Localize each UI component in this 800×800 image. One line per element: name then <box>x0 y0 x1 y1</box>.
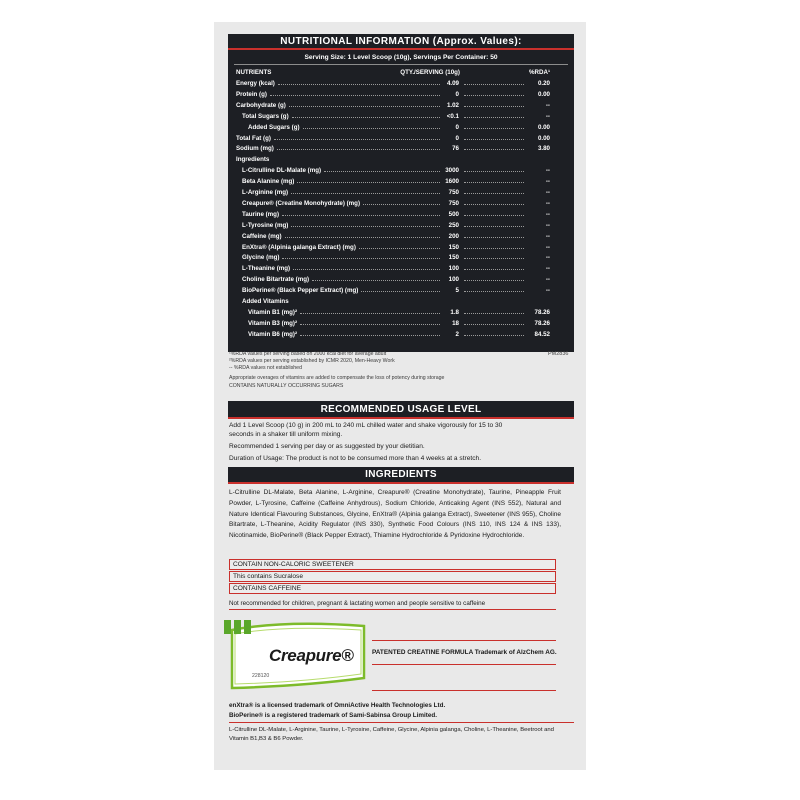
leader-dots <box>464 128 524 129</box>
leader-dots <box>292 117 440 118</box>
leader-dots <box>312 280 440 281</box>
footnote: Appropriate overages of vitamins are added to compensate the loss of potency during storage <box>229 375 445 381</box>
usage-header-text: RECOMMENDED USAGE LEVEL <box>320 404 482 415</box>
footnote: ²%RDA values per serving established by ICMR 2020, Men-Heavy Work <box>229 358 395 364</box>
nutrient-qty: 1600 <box>445 178 459 186</box>
leader-dots <box>289 106 440 107</box>
ingredients-header <box>228 467 574 484</box>
leader-dots <box>464 106 524 107</box>
nutrient-rda: -- <box>545 167 550 175</box>
trademark-bioperine: BioPerine® is a registered trademark of Sami-Sabinsa Group Limited. <box>229 712 437 719</box>
nutrient-row <box>228 101 574 111</box>
nutrient-qty: 100 <box>448 276 459 284</box>
nutrient-rda: 0.00 <box>537 123 550 131</box>
nutrient-name: Sodium (mg) <box>236 145 274 153</box>
leader-dots <box>274 139 440 140</box>
nutrition-header <box>228 34 574 50</box>
nutrient-row <box>228 330 574 340</box>
nutrient-name: Energy (kcal) <box>236 80 275 87</box>
nutrient-name: L-Tyrosine (mg) <box>242 221 289 229</box>
leader-dots <box>291 193 440 194</box>
leader-dots <box>464 149 524 150</box>
nutrient-qty: <0.1 <box>446 112 459 120</box>
nutrient-qty: 5 <box>455 287 459 295</box>
leader-dots <box>285 237 440 238</box>
leader-dots <box>282 258 440 259</box>
ingredients-header-text: INGREDIENTS <box>365 469 437 480</box>
nutrient-row <box>228 112 574 122</box>
leader-dots <box>464 226 524 227</box>
nutrient-name: Added Sugars (g) <box>248 123 300 131</box>
trademark-enxtra: enXtra® is a licensed trademark of OmniActive Health Technologies Ltd. <box>229 702 446 709</box>
nutrient-row <box>228 253 574 263</box>
nutrient-qty: 750 <box>448 199 459 207</box>
nutrient-row <box>228 188 574 198</box>
divider-line <box>372 664 556 665</box>
leader-dots <box>324 171 440 172</box>
leader-dots <box>293 269 440 270</box>
product-code: PM2836 <box>548 351 569 357</box>
nutrient-qty: 3000 <box>445 167 459 175</box>
sweetener-box: CONTAIN NON-CALORIC SWEETENER <box>229 559 556 570</box>
usage-line: Recommended 1 serving per day or as suggested by your dietitian. <box>229 443 425 450</box>
nutrient-row <box>228 319 574 329</box>
nutrient-rda: -- <box>545 221 550 229</box>
nutrient-rda: -- <box>545 232 550 240</box>
nutrient-rda: -- <box>545 287 550 295</box>
nutrient-name: Beta Alanine (mg) <box>242 178 295 186</box>
footnote: ¹%RDA values per serving based on 2000 kcal diet for average adult <box>229 351 387 357</box>
divider-line <box>229 722 574 723</box>
leader-dots <box>464 291 524 292</box>
nutrient-name: Choline Bitartrate (mg) <box>242 276 310 284</box>
sucralose-box: This contains Sucralose <box>229 571 556 582</box>
nutrient-name: BioPerine® (Black Pepper Extract) (mg) <box>242 287 359 295</box>
nutrient-qty: 100 <box>448 265 459 273</box>
nutrient-name: Caffeine (mg) <box>242 232 282 240</box>
nutrient-rda: 78.26 <box>534 319 550 327</box>
nutrient-name: Vitamin B1 (mg)² <box>248 308 298 316</box>
nutrient-name: Creapure® (Creatine Monohydrate) (mg) <box>242 199 361 207</box>
nutrient-row <box>228 199 574 209</box>
footnote: CONTAINS NATURALLY OCCURRING SUGARS <box>229 383 344 389</box>
usage-line: Add 1 Level Scoop (10 g) in 200 mL to 240 mL chilled water and shake vigorously for 15 to 30 <box>229 422 503 429</box>
leader-dots <box>464 324 524 325</box>
nutrient-qty: 1.02 <box>446 101 459 109</box>
leader-dots <box>464 95 524 96</box>
nutrient-qty: 500 <box>448 210 459 218</box>
ingredients-text: L-Citrulline DL-Malate, Beta Alanine, L-Arginine, Creapure® (Creatine Monohydrate), Taurine, Pineapple Fruit Powder, L-Tyrosine, Caffeine (Caffeine Anhydrous), Sodium Chloride, Anticaking Agent (INS 552), Natural and Nature Identical Flavouring Substances, Glycine, EnXtra® (Alpinia galanga Extract), Sweetener (INS 955), Choline Bitartrate, L-Theanine, Acidity Regulator (INS 330), Synthetic Food Colours (INS 110, INS 124 & INS 133), Nicotinamide, BioPerine® (Black Pepper Extract), Thiamine Hydrochloride & Pyridoxine Hydrochloride. <box>229 489 561 540</box>
leader-dots <box>361 291 440 292</box>
nutrient-row <box>228 210 574 220</box>
nutrient-rda: -- <box>545 265 550 273</box>
nutrient-name: Protein (g) <box>236 90 267 98</box>
leader-dots <box>270 95 440 96</box>
nutrient-row <box>228 286 574 296</box>
col-rda: %RDA¹ <box>529 69 550 76</box>
leader-dots <box>464 182 524 183</box>
nutrient-rda: -- <box>545 210 550 218</box>
leader-dots <box>464 335 524 336</box>
leader-dots <box>464 117 524 118</box>
nutrient-rda: -- <box>545 112 550 120</box>
nutrient-rda: 0.00 <box>537 90 550 98</box>
nutrient-row <box>228 123 574 133</box>
leader-dots <box>363 204 440 205</box>
nutrient-name: L-Citrulline DL-Malate (mg) <box>242 167 322 175</box>
usage-line: Duration of Usage: The product is not to be consumed more than 4 weeks at a stretch. <box>229 455 482 462</box>
divider-line <box>372 690 556 691</box>
nutrient-row <box>228 166 574 176</box>
leader-dots <box>291 226 440 227</box>
nutrient-name: Vitamin B6 (mg)² <box>248 330 298 338</box>
nutrient-row <box>228 275 574 285</box>
nutrient-rda: 78.26 <box>534 308 550 316</box>
caution-text: Not recommended for children, pregnant & lactating women and people sensitive to caffeine <box>229 600 486 607</box>
serving-size: Serving Size: 1 Level Scoop (10g), Servings Per Container: 50 <box>304 54 498 61</box>
nutrient-rda: 0.00 <box>537 134 550 142</box>
nutrient-rda: -- <box>545 243 550 251</box>
leader-dots <box>278 84 440 85</box>
nutrient-name: Taurine (mg) <box>242 210 280 218</box>
nutrient-row <box>228 79 574 89</box>
nutrient-name: Total Fat (g) <box>236 134 271 142</box>
nutrient-row <box>228 264 574 274</box>
leader-dots <box>464 139 524 140</box>
nutrient-qty: 4.09 <box>446 80 459 87</box>
nutrient-row <box>228 243 574 253</box>
nutrient-row <box>228 177 574 187</box>
nutrition-table <box>228 50 574 352</box>
nutrient-qty: 0 <box>455 123 459 131</box>
nutrient-qty: 0 <box>455 90 459 98</box>
nutrient-row <box>228 134 574 144</box>
col-nutrients: NUTRIENTS <box>236 69 272 76</box>
nutrient-qty: 2 <box>455 330 459 338</box>
nutrient-qty: 150 <box>448 243 459 251</box>
nutrient-name: Total Sugars (g) <box>242 112 289 120</box>
nutrient-row <box>228 308 574 318</box>
nutrient-row <box>228 155 574 165</box>
leader-dots <box>464 258 524 259</box>
nutrient-rda: -- <box>545 101 550 109</box>
patent-note: PATENTED CREATINE FORMULA Trademark of AlzChem AG. <box>372 649 557 656</box>
nutrient-rda: -- <box>545 189 550 196</box>
divider-line <box>372 640 556 641</box>
nutrient-name: Carbohydrate (g) <box>236 101 286 109</box>
leader-dots <box>464 84 524 85</box>
nutrient-qty: 250 <box>448 221 459 229</box>
nutrient-rda: -- <box>545 199 550 207</box>
leader-dots <box>464 171 524 172</box>
usage-header <box>228 401 574 419</box>
logo-wordmark: Creapure® <box>269 646 354 665</box>
divider-line <box>229 609 556 610</box>
nutrient-rda: -- <box>545 276 550 284</box>
nutrient-qty: 750 <box>448 189 459 196</box>
creapure-logo <box>224 620 370 694</box>
nutrient-row <box>228 90 574 100</box>
contains-note: L-Citrulline DL-Malate, L-Arginine, Taurine, L-Tyrosine, Caffeine, Glycine, Alpinia galanga, Choline, L-Theanine, Beetroot and Vitamin B1,B3 & B6 Powder. <box>229 727 554 742</box>
nutrient-name: Glycine (mg) <box>242 254 280 262</box>
leader-dots <box>464 269 524 270</box>
leader-dots <box>464 313 524 314</box>
nutrient-name: L-Arginine (mg) <box>242 189 289 196</box>
nutrient-row <box>228 232 574 242</box>
nutrient-row <box>228 297 574 307</box>
nutrient-row <box>228 221 574 231</box>
nutrient-name: L-Theanine (mg) <box>242 265 291 273</box>
col-qty: QTY./SERVING (10g) <box>400 69 460 76</box>
nutrient-rda: -- <box>545 254 550 262</box>
leader-dots <box>359 248 440 249</box>
nutrient-qty: 18 <box>452 319 459 327</box>
table-divider <box>234 64 568 65</box>
leader-dots <box>464 204 524 205</box>
caffeine-box: CONTAINS CAFFEINE <box>229 583 556 594</box>
leader-dots <box>303 128 440 129</box>
leader-dots <box>300 335 440 336</box>
nutrient-rda: -- <box>545 178 550 186</box>
nutrient-qty: 150 <box>448 254 459 262</box>
nutrient-name: EnXtra® (Alpinia galanga Extract) (mg) <box>242 243 356 251</box>
leader-dots <box>297 182 440 183</box>
nutrient-rda: 0.20 <box>537 80 550 87</box>
leader-dots <box>464 215 524 216</box>
leader-dots <box>464 237 524 238</box>
leader-dots <box>464 193 524 194</box>
nutrient-rda: 3.80 <box>537 145 550 153</box>
table-header-row <box>228 68 574 78</box>
nutrient-qty: 0 <box>455 134 459 142</box>
nutrient-qty: 200 <box>448 232 459 240</box>
nutrient-rda: 84.52 <box>534 330 550 338</box>
nutrition-header-text: NUTRITIONAL INFORMATION (Approx. Values): <box>280 36 522 47</box>
nutrient-qty: 1.8 <box>450 308 459 316</box>
footnote: -- %RDA values not established <box>229 365 302 371</box>
leader-dots <box>300 313 440 314</box>
leader-dots <box>300 324 440 325</box>
usage-line: seconds in a shaker till uniform mixing. <box>229 431 343 438</box>
nutrient-name: Ingredients <box>236 156 270 164</box>
leader-dots <box>464 248 524 249</box>
leader-dots <box>277 149 440 150</box>
leader-dots <box>464 280 524 281</box>
nutrient-qty: 76 <box>452 145 459 153</box>
logo-code: 228120 <box>252 673 270 679</box>
nutrient-name: Added Vitamins <box>242 298 289 305</box>
nutrient-name: Vitamin B3 (mg)² <box>248 319 298 327</box>
nutrient-row <box>228 144 574 154</box>
logo-bars-icon <box>224 620 252 634</box>
leader-dots <box>282 215 440 216</box>
